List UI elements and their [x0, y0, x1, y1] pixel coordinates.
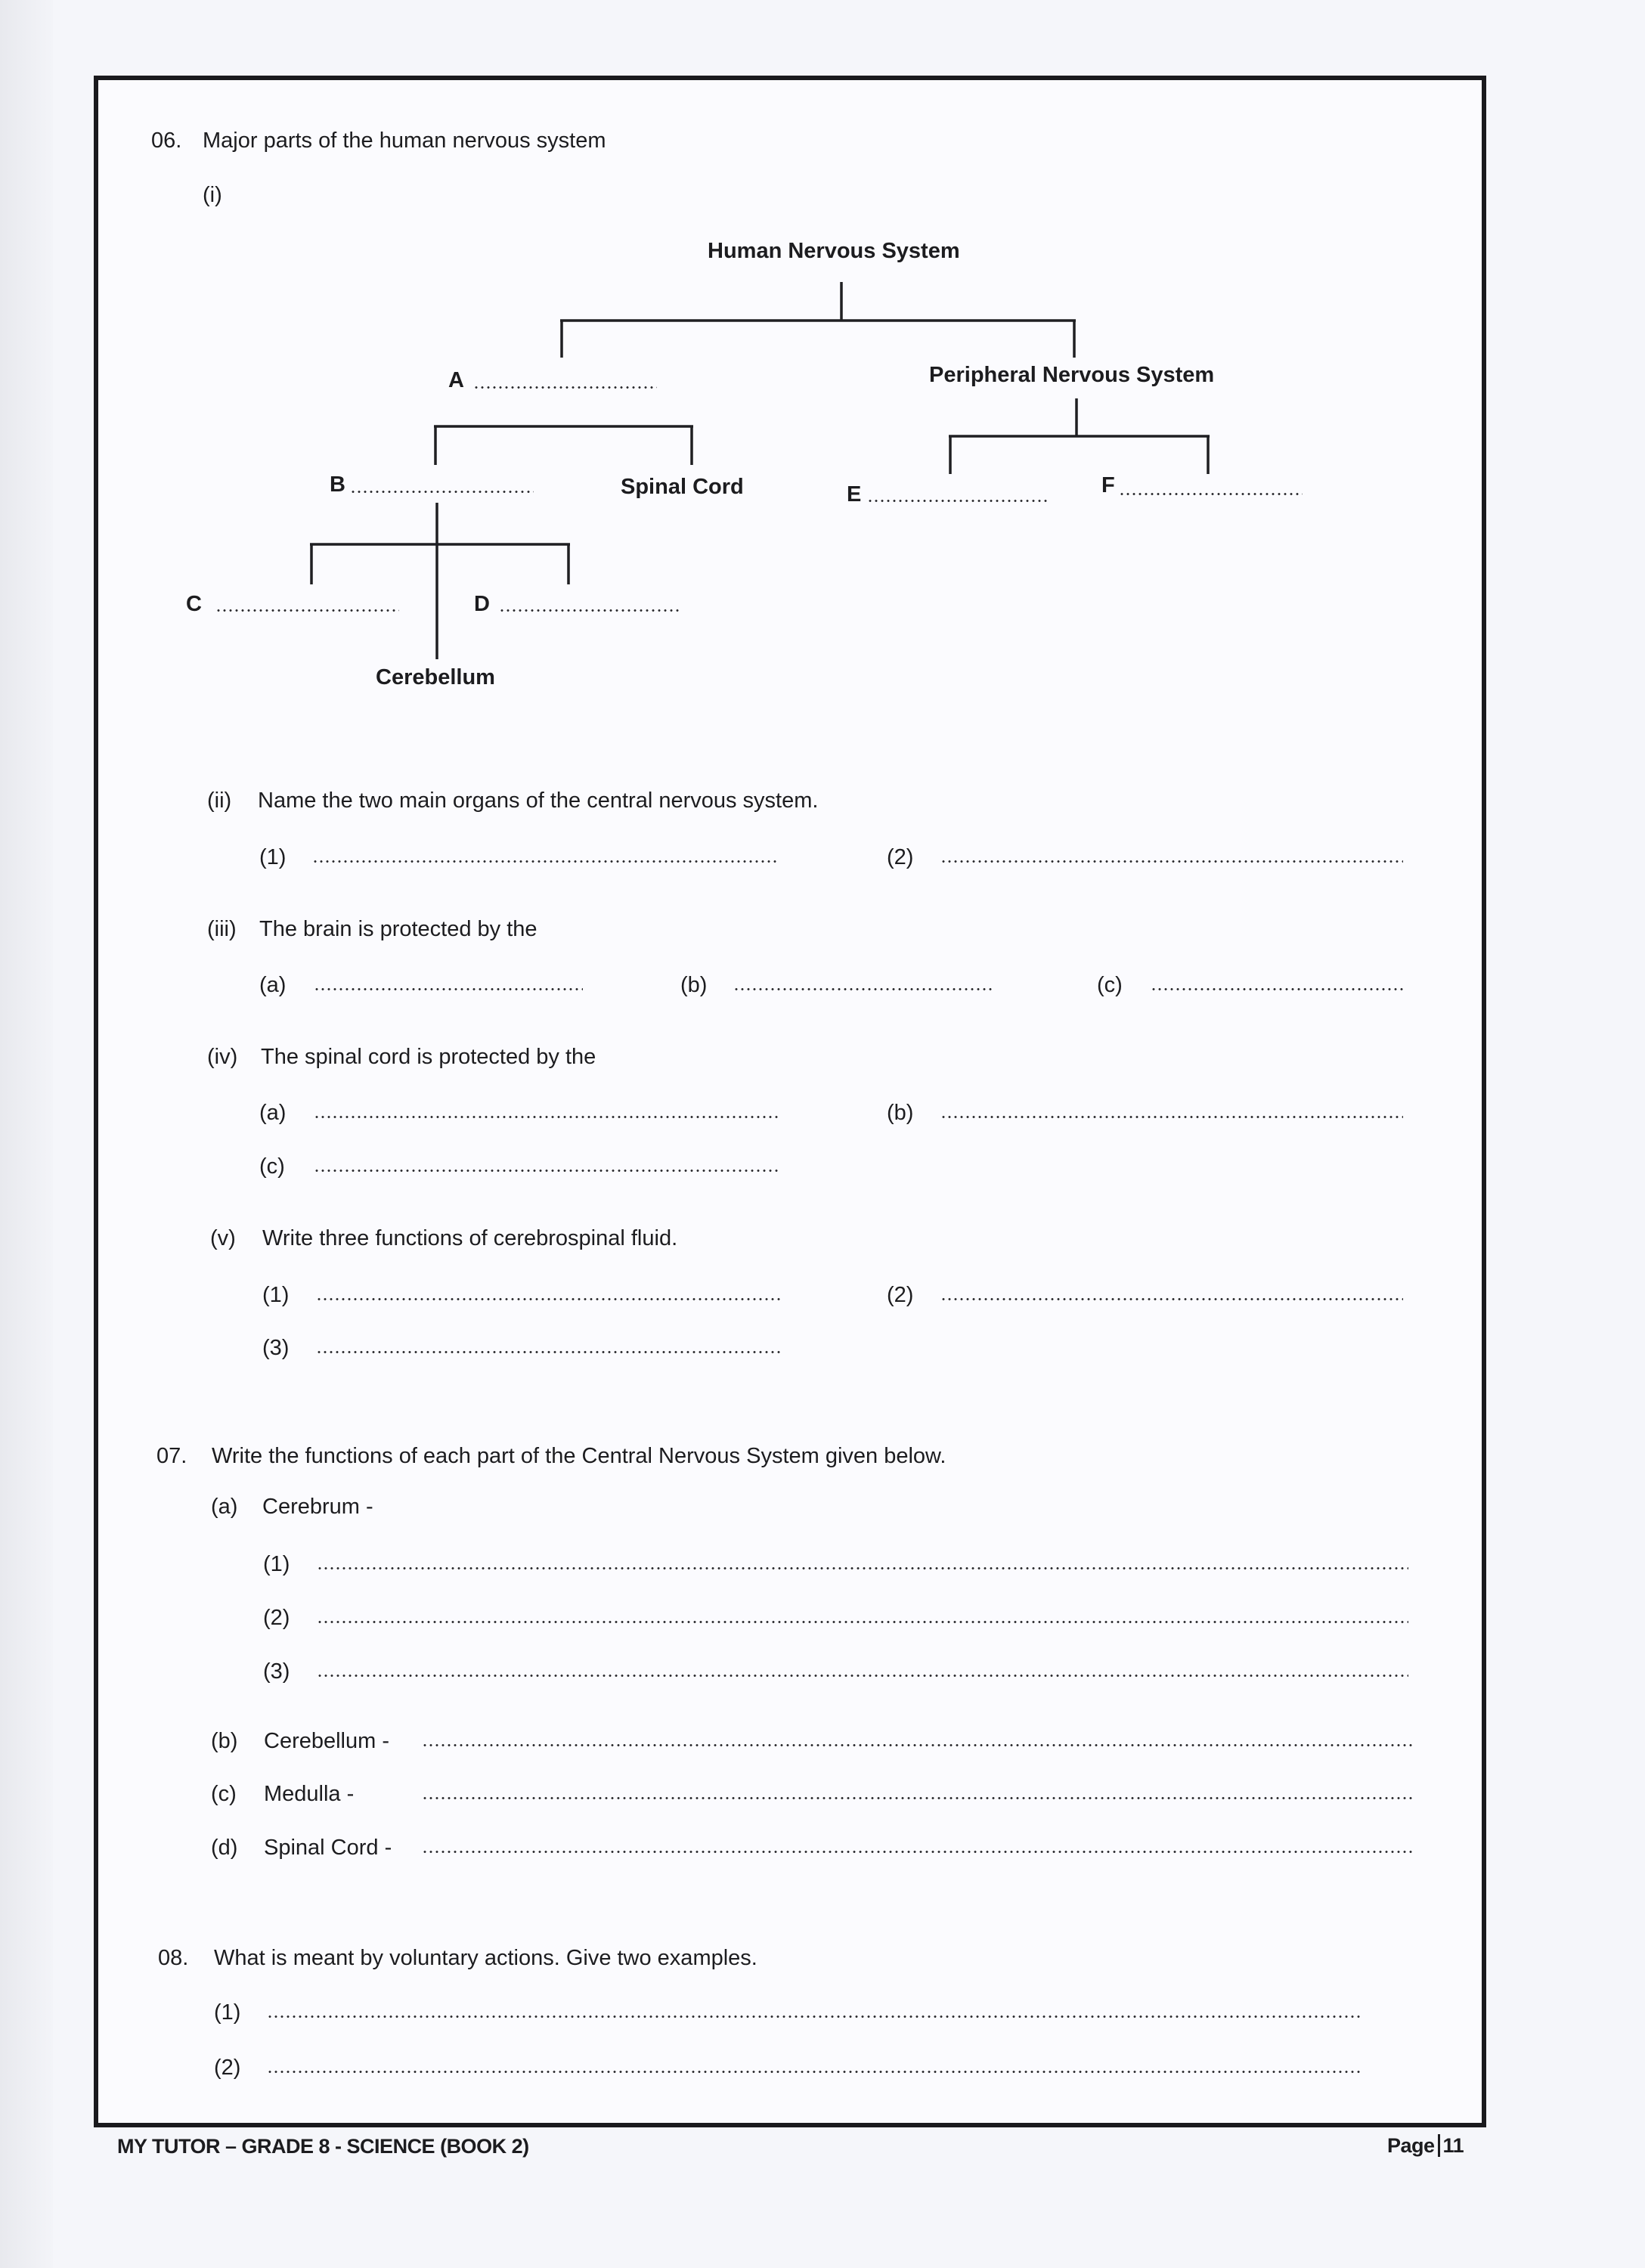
answer-blank-c[interactable]: [215, 609, 399, 612]
q07-a-answer-1[interactable]: [317, 1567, 1408, 1569]
part-v-number: (v): [210, 1226, 236, 1250]
page-edge-shadow: [0, 0, 53, 2268]
diagram-label-e: E: [847, 482, 862, 507]
q07-a-label: Cerebrum -: [262, 1495, 373, 1519]
part-iv-question: The spinal cord is protected by the: [261, 1045, 596, 1069]
diagram-label-b: B: [330, 472, 345, 497]
q08-line-2-label: (2): [214, 2056, 241, 2080]
question-title-07: Write the functions of each part of the Central Nervous System given below.: [212, 1444, 946, 1468]
answer-blank-a[interactable]: [473, 386, 657, 389]
diagram-label-d: D: [474, 592, 490, 616]
part-v-question: Write three functions of cerebrospinal fluid.: [262, 1226, 678, 1250]
part-iii-answer-b-label: (b): [680, 973, 708, 997]
part-ii-number: (ii): [207, 789, 232, 813]
q08-answer-2[interactable]: [267, 2071, 1362, 2073]
q07-c-label: Medulla -: [264, 1782, 355, 1806]
question-number-06: 06.: [151, 129, 182, 153]
q07-a-line-3-label: (3): [263, 1659, 290, 1684]
part-ii-question: Name the two main organs of the central nervous system.: [258, 789, 819, 813]
question-frame: [94, 76, 1486, 2127]
diagram-spinal-cord-label: Spinal Cord: [621, 475, 744, 499]
part-v-answer-2-label: (2): [887, 1283, 914, 1307]
part-v-answer-3[interactable]: [316, 1351, 780, 1353]
footer-page-indicator: [1387, 2134, 1464, 2157]
part-iii-answer-c[interactable]: [1151, 988, 1404, 990]
diagram-pns-label: Peripheral Nervous System: [929, 363, 1215, 387]
question-number-08: 08.: [158, 1946, 189, 1970]
part-v-answer-1-label: (1): [262, 1283, 290, 1307]
part-iii-answer-a-label: (a): [259, 973, 287, 997]
part-iii-question: The brain is protected by the: [259, 917, 537, 941]
part-v-answer-2[interactable]: [940, 1298, 1403, 1300]
q07-d-label: Spinal Cord -: [264, 1836, 392, 1860]
answer-blank-e[interactable]: [867, 500, 1048, 502]
part-v-answer-3-label: (3): [262, 1336, 290, 1360]
q07-a-line-1-label: (1): [263, 1552, 290, 1576]
answer-blank-d[interactable]: [499, 609, 682, 612]
part-iii-answer-c-label: (c): [1097, 973, 1123, 997]
part-iv-answer-b[interactable]: [940, 1116, 1403, 1118]
footer-book-title: MY TUTOR – GRADE 8 - SCIENCE (BOOK 2): [117, 2135, 529, 2158]
question-title-08: What is meant by voluntary actions. Give two examples.: [214, 1946, 757, 1970]
footer-page-number: 11: [1442, 2134, 1464, 2157]
diagram-label-f: F: [1101, 473, 1115, 497]
answer-blank-f[interactable]: [1119, 493, 1303, 495]
q07-b-number: (b): [211, 1729, 238, 1753]
q07-d-answer[interactable]: [422, 1851, 1413, 1853]
part-ii-answer-1-label: (1): [259, 845, 287, 869]
q07-a-answer-3[interactable]: [317, 1675, 1408, 1677]
part-ii-answer-2[interactable]: [940, 860, 1403, 863]
part-iii-answer-b[interactable]: [733, 988, 994, 990]
footer-page-label: Page: [1387, 2134, 1435, 2157]
q07-a-number: (a): [211, 1495, 238, 1519]
q07-b-label: Cerebellum -: [264, 1729, 389, 1753]
diagram-cerebellum-label: Cerebellum: [376, 665, 495, 689]
part-iii-number: (iii): [207, 917, 237, 941]
part-ii-answer-1[interactable]: [312, 860, 779, 863]
answer-blank-b[interactable]: [350, 491, 534, 493]
part-iv-answer-c[interactable]: [314, 1170, 780, 1172]
diagram-label-c: C: [186, 592, 202, 616]
q07-b-answer[interactable]: [422, 1744, 1413, 1746]
part-iv-answer-a-label: (a): [259, 1101, 287, 1125]
q07-a-answer-2[interactable]: [317, 1621, 1408, 1623]
part-i-label: (i): [203, 183, 222, 207]
q07-c-answer[interactable]: [422, 1797, 1413, 1799]
footer-page-divider: [1438, 2134, 1440, 2157]
part-iv-answer-a[interactable]: [314, 1116, 780, 1118]
part-v-answer-1[interactable]: [316, 1298, 780, 1300]
q07-d-number: (d): [211, 1836, 238, 1860]
q08-answer-1[interactable]: [267, 2015, 1362, 2018]
diagram-label-a: A: [448, 368, 464, 392]
q07-a-line-2-label: (2): [263, 1606, 290, 1630]
part-ii-answer-2-label: (2): [887, 845, 914, 869]
question-title-06: Major parts of the human nervous system: [203, 129, 606, 153]
part-iv-number: (iv): [207, 1045, 238, 1069]
q08-line-1-label: (1): [214, 2000, 241, 2025]
question-number-07: 07.: [156, 1444, 187, 1468]
q07-c-number: (c): [211, 1782, 237, 1806]
part-iii-answer-a[interactable]: [314, 988, 583, 990]
part-iv-answer-c-label: (c): [259, 1154, 285, 1179]
part-iv-answer-b-label: (b): [887, 1101, 914, 1125]
diagram-root-label: Human Nervous System: [708, 239, 960, 263]
